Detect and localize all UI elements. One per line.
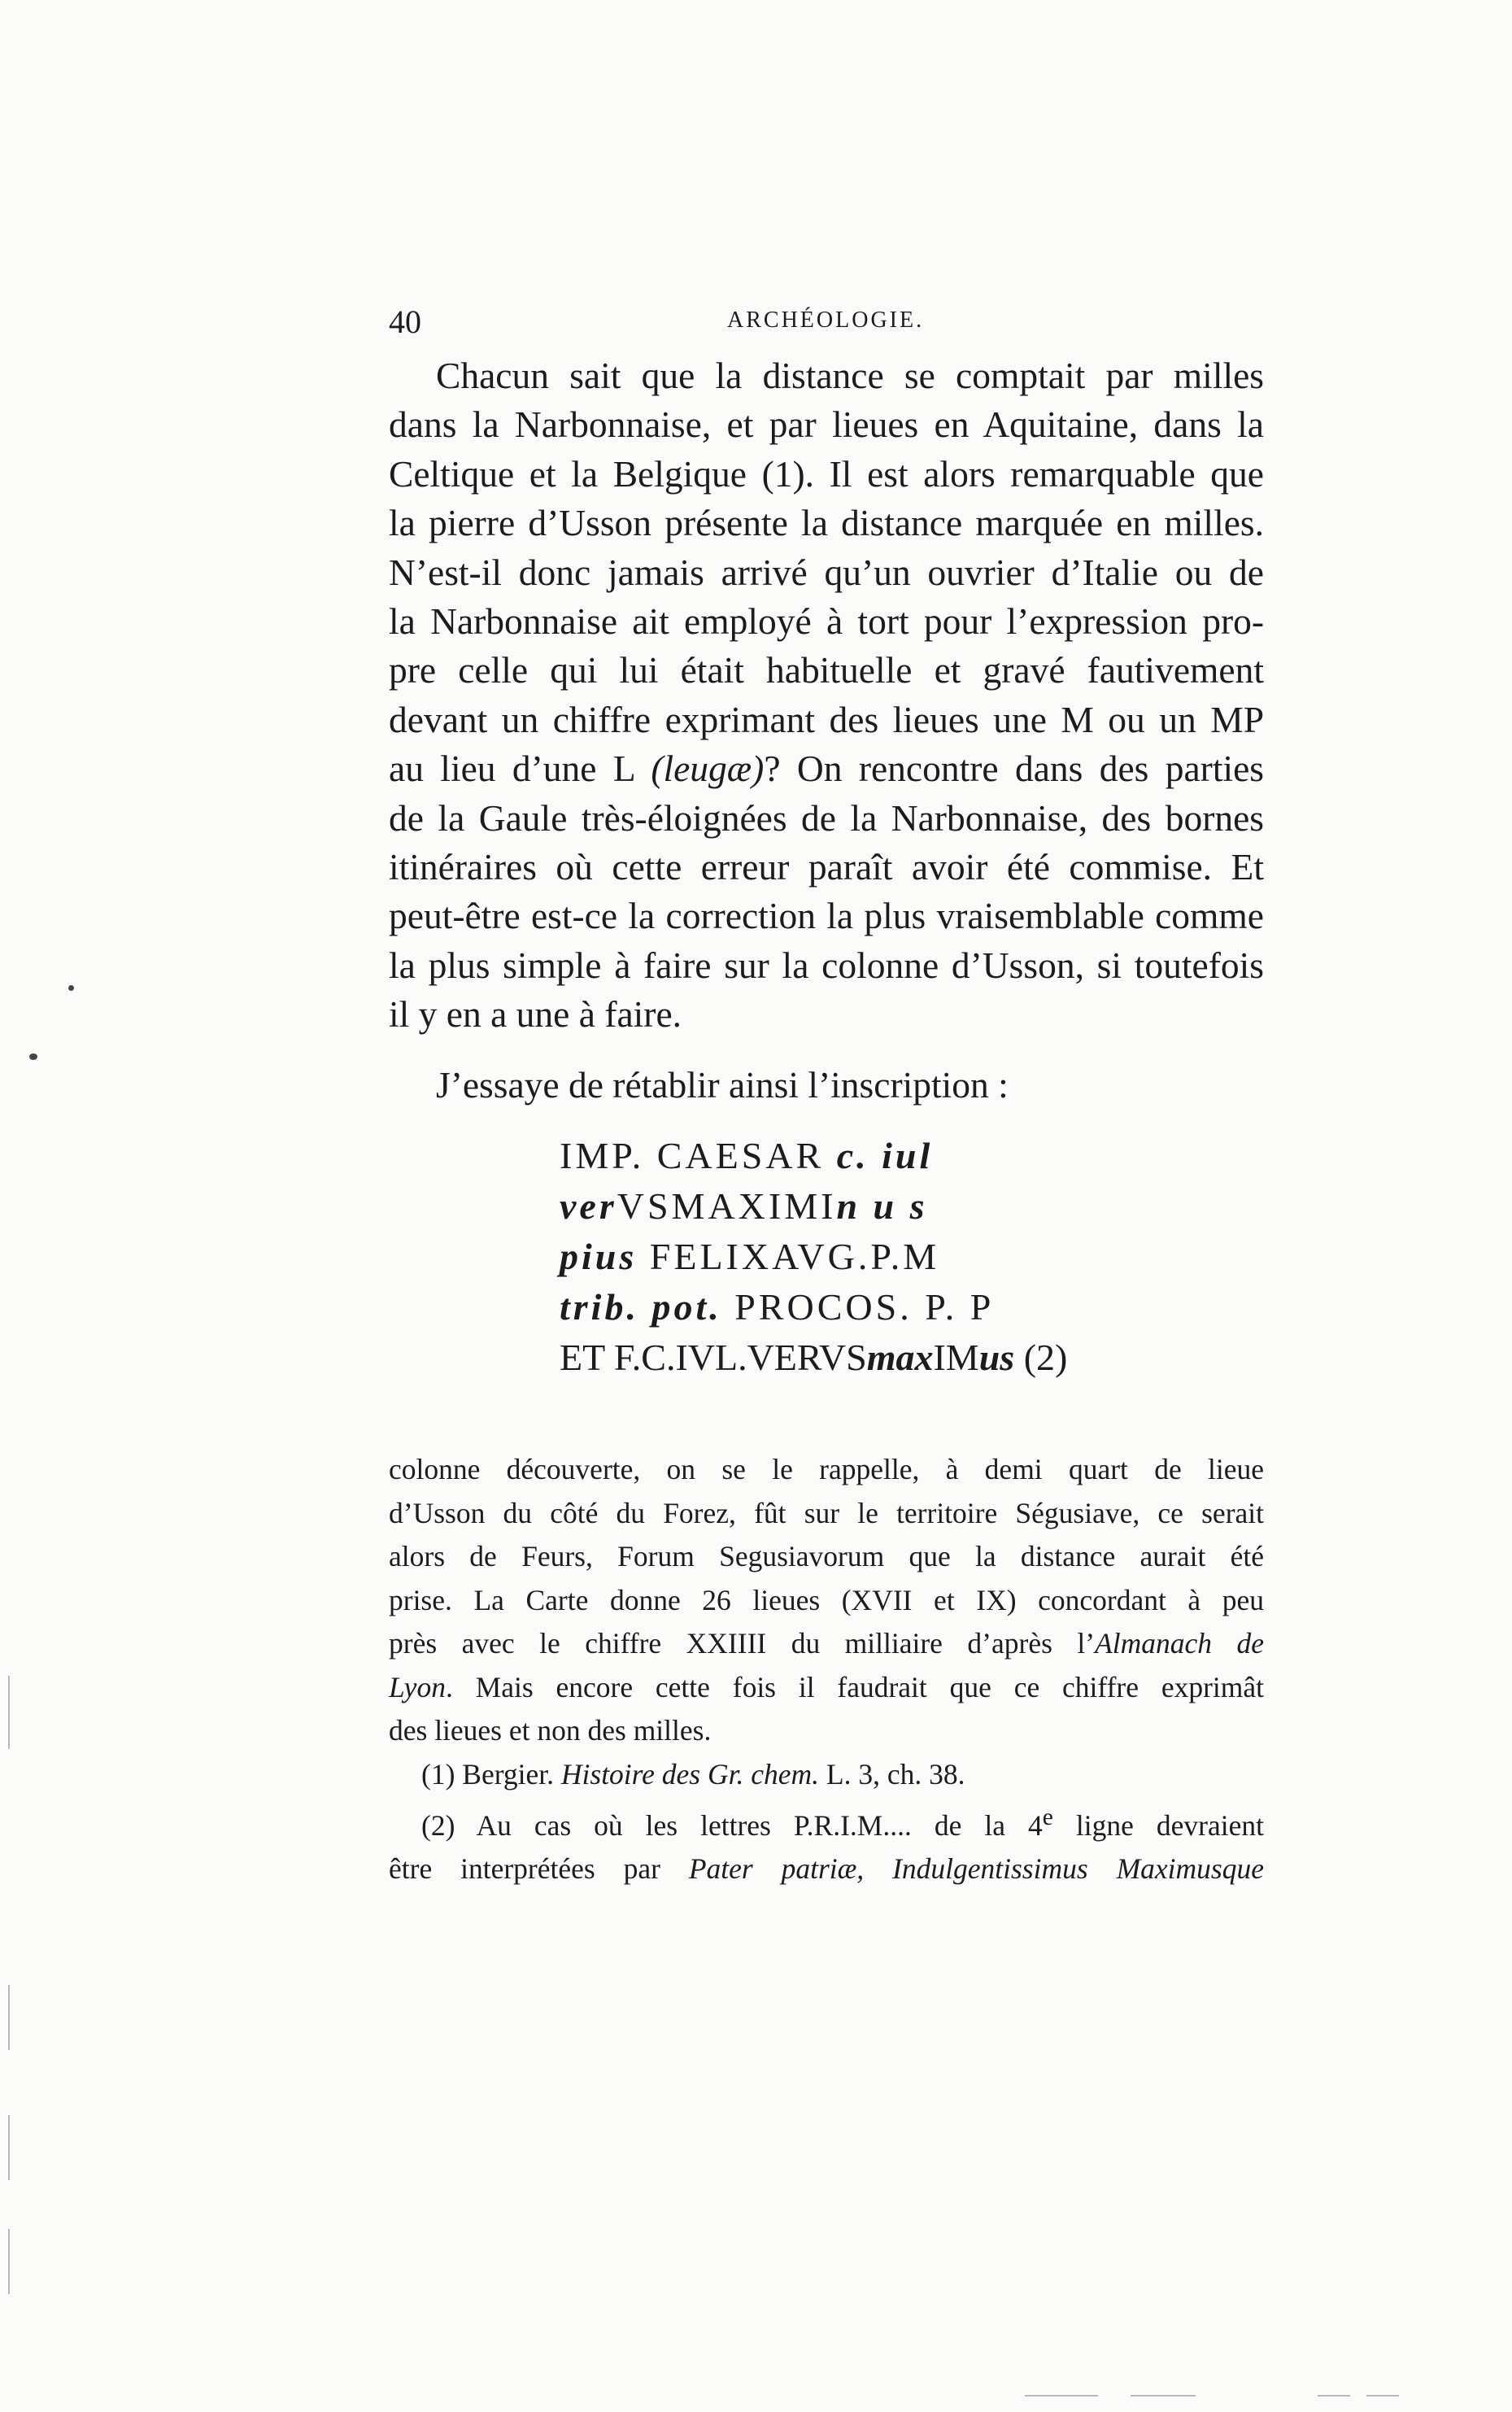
page-number: 40 — [389, 303, 421, 340]
footnote-line: alors de Feurs, Forum Segusiavorum que la distance aurait été — [389, 1540, 1264, 1572]
text-fragment: au lieu d’une L — [389, 748, 634, 790]
text-line: la plus simple à faire sur la colonne d’Usson, si toutefois — [389, 944, 1264, 986]
text-fragment: IM — [933, 1337, 979, 1378]
text-line: N’est-il donc jamais arrivé qu’un ouvrier d’Italie ou de — [389, 551, 1264, 593]
text-line — [389, 744, 1264, 793]
text-fragment: (1) Bergier. — [421, 1757, 561, 1790]
text-line: pre celle qui lui était habituelle et gravé fautivement — [389, 649, 1264, 691]
scan-edge — [8, 1676, 10, 1749]
text-line: la pierre d’Usson présente la distance marquée en milles. — [389, 502, 1264, 544]
footnote-line: prise. La Carte donne 26 lieues (XVII et IX) concordant à peu — [389, 1583, 1264, 1616]
scan-edge — [1025, 2395, 1098, 2397]
text-fragment: ET F.C.IVL.VERVS — [560, 1337, 867, 1378]
italic-word: (leugæ) — [651, 748, 765, 790]
text-line: devant un chiffre exprimant des lieues une M ou un MP — [389, 698, 1264, 740]
footnote-line: d’Usson du côté du Forez, fût sur le territoire Ségusiave, ce serait — [389, 1496, 1264, 1529]
text-line: Celtique et la Belgique (1). Il est alors remarquable que — [389, 452, 1264, 495]
inscription-line — [560, 1181, 1067, 1232]
text-fragment: ? On rencontre dans des parties — [764, 748, 1265, 790]
italic-text: pius — [560, 1236, 638, 1277]
scan-edge — [8, 2115, 10, 2180]
footnote-line — [389, 1666, 1264, 1710]
text-line: Chacun sait que la distance se comptait par milles — [436, 355, 1264, 396]
italic-text: n u s — [836, 1185, 928, 1227]
text-line: peut-être est-ce la correction la plus vraisemblable comme — [389, 895, 1264, 937]
text-fragment: IMP. CAESAR — [560, 1135, 837, 1176]
speck — [68, 985, 74, 991]
text-fragment: être interprétées par — [389, 1852, 689, 1886]
text-fragment: (2) Au cas où les lettres P.R.I.M.... de la 4 — [421, 1808, 1043, 1842]
scan-edge — [8, 1985, 10, 2050]
running-head: ARCHÉOLOGIE. — [727, 307, 925, 333]
inscription-line — [560, 1282, 1067, 1332]
page-header — [389, 303, 1267, 343]
footnote-1 — [389, 1753, 1264, 1797]
inscription-line — [560, 1332, 1067, 1383]
text-fragment: L. 3, ch. 38. — [819, 1757, 965, 1790]
italic-text: c. iul — [836, 1135, 934, 1176]
italic-text: Pater patriæ, Indulgentissimus Maximusque — [688, 1852, 1264, 1886]
italic-text: us — [978, 1337, 1015, 1378]
text-fragment: près avec le chiffre XXIIII du milliaire d’après l’ — [389, 1627, 1096, 1660]
scan-edge — [1131, 2395, 1196, 2397]
inscription-block — [560, 1131, 1067, 1383]
superscript: e — [1042, 1804, 1053, 1830]
scan-edge — [1366, 2395, 1399, 2397]
text-fragment: FELIXAVG.P.M — [637, 1236, 940, 1277]
inscription-line — [560, 1232, 1067, 1282]
footnote-line: colonne découverte, on se le rappelle, à demi quart de lieue — [389, 1453, 1264, 1485]
speck — [29, 1053, 37, 1060]
text-line: J’essaye de rétablir ainsi l’inscription : — [436, 1063, 1009, 1106]
text-fragment: (2) — [1014, 1337, 1068, 1378]
scan-edge — [1318, 2395, 1350, 2397]
italic-text: ver — [560, 1185, 617, 1227]
text-fragment: ligne devraient — [1052, 1808, 1264, 1842]
footnote-line — [389, 1847, 1264, 1891]
text-line: dans la Narbonnaise, et par lieues en Aquitaine, dans la — [389, 403, 1264, 446]
text-fragment: . Mais encore cette fois il faudrait que ce chiffre exprimât — [445, 1670, 1264, 1703]
text-line: il y en a une à faire. — [389, 993, 682, 1036]
italic-text: trib. pot. — [560, 1286, 722, 1328]
footnote-line: des lieues et non des milles. — [389, 1714, 712, 1747]
footnote-2 — [389, 1796, 1264, 1847]
footnote-line — [389, 1622, 1264, 1666]
main-text — [389, 351, 1264, 1110]
italic-text: Lyon — [389, 1670, 446, 1703]
text-line: de la Gaule très-éloignées de la Narbonnaise, des bornes — [389, 796, 1264, 839]
text-fragment: VSMAXIMI — [617, 1185, 837, 1227]
italic-text: Almanach de — [1095, 1627, 1264, 1660]
italic-text: max — [866, 1337, 934, 1378]
inscription-line — [560, 1131, 1067, 1181]
text-line: itinéraires où cette erreur paraît avoir été commise. Et — [389, 846, 1264, 888]
italic-text: Histoire des Gr. chem. — [560, 1757, 820, 1790]
text-fragment: PROCOS. P. P — [721, 1286, 995, 1328]
scan-edge — [8, 2229, 10, 2294]
text-line: la Narbonnaise ait employé à tort pour l’expression pro- — [389, 600, 1264, 643]
footnotes — [389, 1448, 1264, 1891]
